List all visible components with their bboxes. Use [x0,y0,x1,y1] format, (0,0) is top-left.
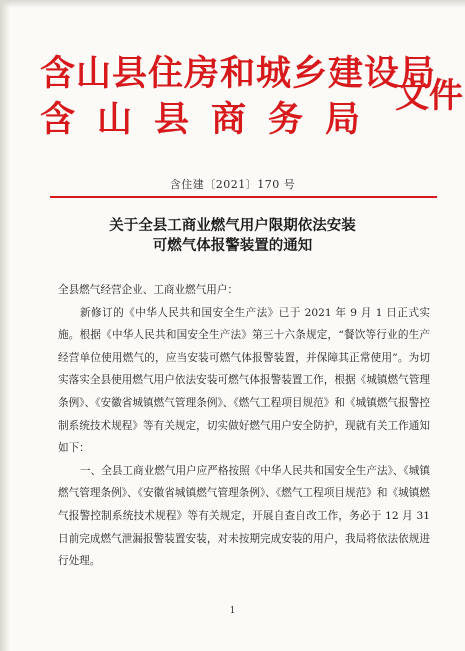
title-line-2: 可燃气体报警装置的通知 [152,237,313,254]
page-shadow-top [0,0,465,8]
document-number: 含住建〔2021〕170 号 [169,178,296,191]
masthead-issuer-1: 含山县住房和城乡建设局 [40,53,437,94]
paragraph-item-1: 一、全县工商业燃气用户应严格按照《中华人民共和国安全生产法》、《城镇燃气管理条例》、《安徽省城镇燃气管理条例》、《燃气工程项目规范》和《城镇燃气报警控制系统技术规程》等有关规定，开展自查自改工作，务必于 12 月 31 日前完成燃气泄漏报警装置安装，对未按期完成安装的用户，我局将依法依规进行处理。 [58,464,430,568]
red-masthead [40,52,463,148]
red-separator-rule [50,196,437,198]
page-shadow-left [0,0,10,651]
salutation: 全县燃气经营企业、工商业燃气用户： [58,284,239,296]
title-line-1: 关于全县工商业燃气用户限期依法安装 [109,217,356,234]
document-title [0,216,465,256]
masthead-suffix: 文件 [395,76,463,116]
masthead-issuer-2: 含山县商务局 [40,99,383,140]
paragraph-intro: 新修订的《中华人民共和国安全生产法》已于 2021 年 9 月 1 日正式实施。根据《中华人民共和国安全生产法》第三十六条规定，“餐饮等行业的生产经营单位使用燃气的，应当安装可燃气体报警装置，并保障其正常使用”。为切实落实全县使用燃气用户依法安装可燃气体报警装置工作，根据《城镇燃气管理条例》、《安徽省城镇燃气管理条例》、《燃气工程项目规范》和《城镇燃气报警控制系统技术规程》等有关规定，切实做好燃气用户安全防护，现就有关工作通知如下： [58,306,430,455]
page-number: 1 [229,606,236,616]
document-body [58,279,430,573]
